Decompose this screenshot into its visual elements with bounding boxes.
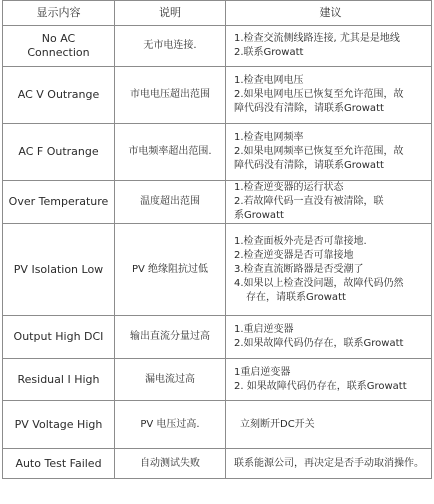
suggestion-cell — [226, 181, 432, 224]
display-cell: AC F Outrange — [3, 124, 115, 181]
suggestion-line: 4.如果以上检查没问题，故障代码仍然 — [234, 277, 404, 289]
table-row — [3, 67, 432, 124]
suggestion-cell: 立刻断开DC开关 — [226, 401, 432, 449]
table-row — [3, 449, 432, 479]
table-row — [3, 181, 432, 224]
suggestion-cell — [226, 224, 432, 316]
suggestion-cell — [226, 359, 432, 401]
suggestion-line: 系Growatt — [234, 210, 284, 221]
suggestion-line: 1重启逆变器 — [234, 366, 291, 378]
suggestion-cell — [226, 26, 432, 67]
suggestion-cell — [226, 124, 432, 181]
suggestion-line: 障代码没有清除，请联系Growatt — [234, 103, 384, 114]
display-cell: Residual I High — [3, 359, 115, 401]
suggestion-line: 3.检查直流断路器是否受潮了 — [234, 263, 364, 275]
suggestion-cell: 联系能源公司，再决定是否手动取消操作。 — [226, 449, 432, 479]
suggestion-line: 2.联系Growatt — [234, 47, 304, 58]
description-cell: 无市电连接. — [115, 26, 226, 67]
suggestion-line: 障代码没有清除，请联系Growatt — [234, 160, 384, 171]
display-text: Connection — [27, 46, 90, 59]
suggestion-line: 1.检查电网电压 — [234, 75, 304, 86]
table-row — [3, 224, 432, 316]
display-cell: Over Temperature — [3, 181, 115, 224]
description-cell: 温度超出范围 — [115, 181, 226, 224]
table-row — [3, 401, 432, 449]
suggestion-line: 1.检查交流侧线路连接, 尤其是是地线 — [234, 33, 400, 44]
display-cell: Auto Test Failed — [3, 449, 115, 479]
suggestion-line: 存在，请联系Growatt — [246, 291, 346, 303]
suggestion-line: 2.若故障代码一直没有被清除，联 — [234, 196, 384, 207]
table-header-row — [3, 1, 432, 26]
display-text: No AC — [41, 32, 76, 45]
display-cell: Output High DCI — [3, 316, 115, 359]
suggestion-line: 1.检查电网频率 — [234, 132, 304, 143]
description-cell: PV 电压过高. — [115, 401, 226, 449]
header-suggestion: 建议 — [226, 1, 432, 26]
display-cell: PV Isolation Low — [3, 224, 115, 316]
description-cell: 输出直流分量过高 — [115, 316, 226, 359]
table-row — [3, 124, 432, 181]
suggestion-cell — [226, 316, 432, 359]
suggestion-line: 2.如果电网电压已恢复至允许范围，故 — [234, 89, 404, 100]
suggestion-line: 1.重启逆变器 — [234, 324, 294, 335]
table-row — [3, 26, 432, 67]
suggestion-line: 1.检查逆变器的运行状态 — [234, 182, 344, 193]
suggestion-cell — [226, 67, 432, 124]
fault-code-table — [2, 0, 432, 479]
description-cell: PV 绝缘阻抗过低 — [115, 224, 226, 316]
description-cell: 市电频率超出范围. — [115, 124, 226, 181]
table-row — [3, 316, 432, 359]
display-cell — [3, 26, 115, 67]
description-cell: 漏电流过高 — [115, 359, 226, 401]
suggestion-line: 2.如果故障代码仍存在，联系Growatt — [234, 338, 404, 349]
description-cell: 市电电压超出范围 — [115, 67, 226, 124]
suggestion-line: 2.检查逆变器是否可靠接地 — [234, 249, 354, 261]
table-row — [3, 359, 432, 401]
display-cell: PV Voltage High — [3, 401, 115, 449]
suggestion-line: 2. 如果故障代码仍存在，联系Growatt — [234, 380, 407, 392]
suggestion-line: 2.如果电网频率已恢复至允许范围，故 — [234, 146, 404, 157]
display-cell: AC V Outrange — [3, 67, 115, 124]
description-cell: 自动测试失败 — [115, 449, 226, 479]
header-description: 说明 — [115, 1, 226, 26]
suggestion-line: 1.检查面板外壳是否可靠接地. — [234, 235, 367, 247]
header-display-content: 显示内容 — [3, 1, 115, 26]
